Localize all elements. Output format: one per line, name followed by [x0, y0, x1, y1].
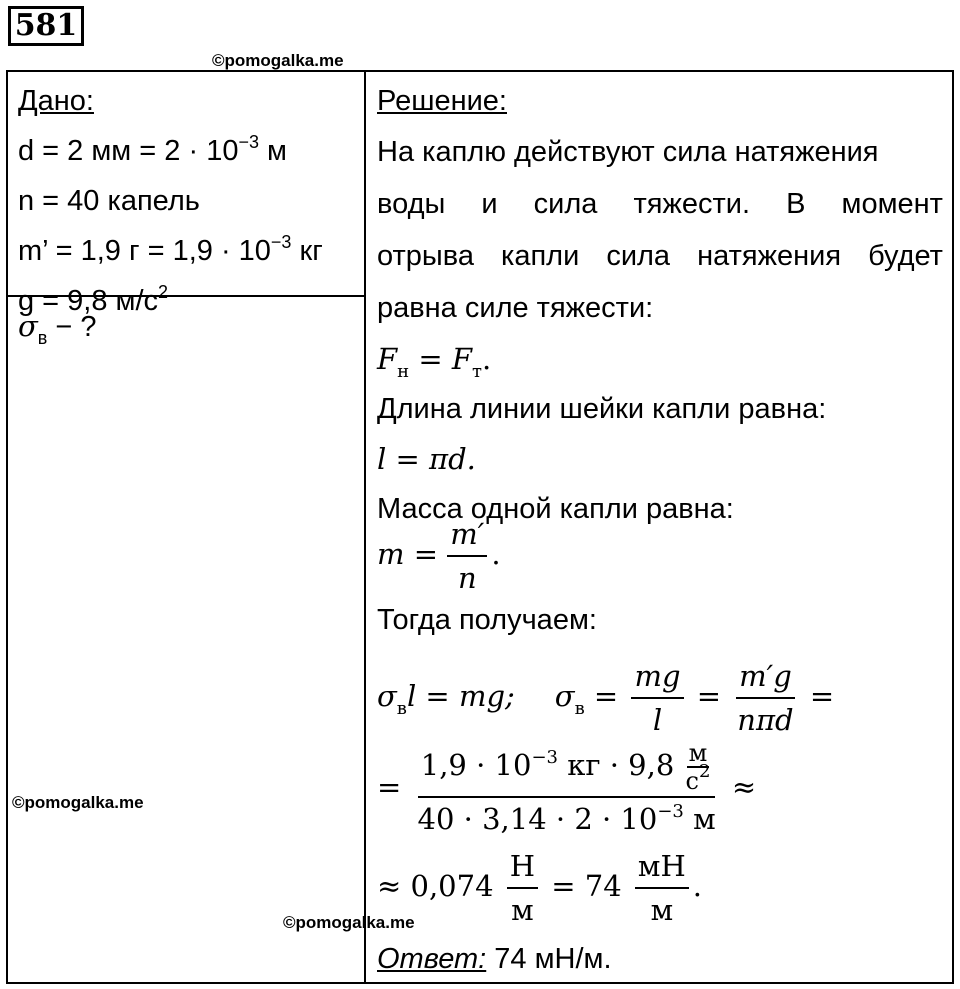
- watermark-bottom: ©pomogalka.me: [283, 913, 415, 932]
- solution-heading: Решение:: [377, 85, 507, 117]
- solution-text-6: Масса одной капли равна:: [377, 493, 734, 525]
- solution-text-3: отрыва капли сила натяжения будет: [377, 240, 943, 272]
- find-section: $\sigma_в$ − ?: [18, 309, 97, 348]
- given-m: m’ = 1,9 $г = 1,9 \cdot 10^{-3}$ кг: [18, 232, 323, 267]
- given-section: [18, 76, 323, 326]
- solution-text-2: воды и сила тяжести. В момент: [377, 188, 943, 220]
- answer-line: [377, 934, 612, 984]
- equation-length: l = πd.: [377, 442, 476, 476]
- equation-substitution: = $1,9 \cdot 10^{-3}$ кг · 9,8 $\frac{м}{с^2}$ $40 \cdot 3,14 \cdot 2 \cdot 10^{-3}$ м ≈: [377, 739, 757, 836]
- answer-value: 74 мН/м.: [486, 943, 612, 975]
- watermark-middle: ©pomogalka.me: [12, 793, 144, 812]
- column-divider: [364, 70, 366, 984]
- problem-number: 581: [8, 6, 84, 46]
- solution-text-5: Длина линии шейки капли равна:: [377, 393, 827, 425]
- equation-surface-tension: $\sigma_вl$ = mg; $\sigma_в$ = $\frac{mg}{l}$ = $\frac{m'g}{\text{nπd}}$ =: [377, 659, 835, 737]
- equation-mass: m = $\frac{m'}{n}$ .: [377, 517, 501, 595]
- given-heading: Дано:: [18, 85, 94, 117]
- equation-forces: $F_н = F_т$.: [377, 342, 492, 382]
- given-n: n = 40 капель: [18, 185, 200, 217]
- equation-result: ≈ 0,074 $\frac{Н}{м}$ = 74 $\frac{мН}{м}$ .: [377, 849, 702, 927]
- solution-text-7: Тогда получаем:: [377, 604, 597, 636]
- answer-label: Ответ:: [377, 943, 487, 975]
- given-d: d = 2 мм = $2 \cdot 10^{-3}$ м: [18, 132, 287, 167]
- solution-text-1: На каплю действуют сила натяжения: [377, 136, 879, 168]
- given-g: g = 9,8 $м/с^2$: [18, 282, 169, 317]
- watermark-top: ©pomogalka.me: [212, 51, 344, 70]
- solution-text-4: равна силе тяжести:: [377, 292, 654, 324]
